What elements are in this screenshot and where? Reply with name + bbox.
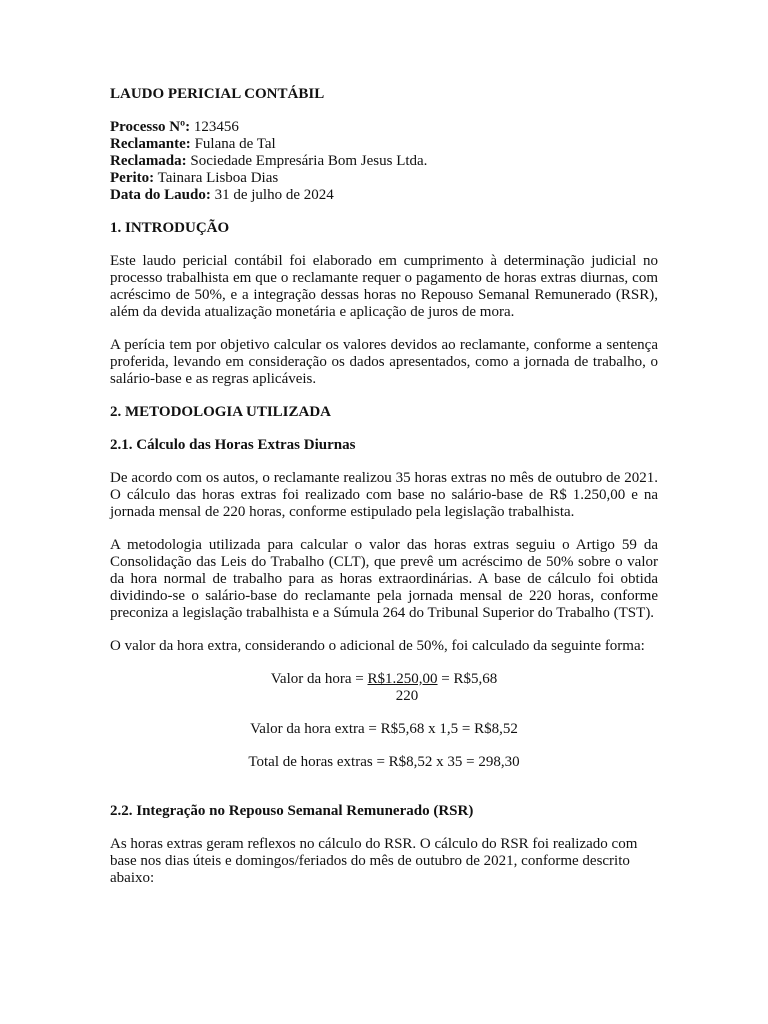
formula-hora-prefix: Valor da hora = [270, 671, 368, 687]
reclamada-line [110, 153, 658, 170]
formula-hora-extra: Valor da hora extra = R$5,68 x 1,5 = R$8,52 [250, 721, 518, 737]
processo-label: Processo Nº: [110, 119, 191, 135]
calc-paragraph-1: De acordo com os autos, o reclamante realizou 35 horas extras no mês de outubro de 2021. O cálculo das horas extras foi realizado com base no salário-base de R$ 1.250,00 e na jornada mensal de 220 horas, conforme estipulado pela legislação trabalhista. [110, 470, 658, 520]
data-laudo-line [110, 187, 658, 204]
rsr-paragraph-1: As horas extras geram reflexos no cálculo do RSR. O cálculo do RSR foi realizado com base nos dias úteis e domingos/feriados do mês de outubro de 2021, conforme descrito abaixo: [110, 836, 638, 886]
reclamante-line [110, 136, 658, 153]
metodologia-heading: 2. METODOLOGIA UTILIZADA [110, 404, 332, 420]
processo-line [110, 119, 658, 136]
spacer [110, 787, 658, 803]
rsr-heading: 2.2. Integração no Repouso Semanal Remunerado (RSR) [110, 803, 474, 819]
processo-value: 123456 [190, 119, 239, 135]
reclamada-label: Reclamada: [110, 153, 187, 169]
reclamante-value: Fulana de Tal [190, 136, 276, 152]
intro-heading: 1. INTRODUÇÃO [110, 220, 230, 236]
formula-hora [110, 671, 658, 705]
intro-paragraph-2: A perícia tem por objetivo calcular os valores devidos ao reclamante, conforme a sentença proferida, levando em consideração os dados apresentados, como a jornada de trabalho, o salário-base e as regras aplicáveis. [110, 337, 658, 387]
formula-hora-denominator: 220 [395, 688, 419, 704]
perito-line [110, 170, 658, 187]
calc-paragraph-2: A metodologia utilizada para calcular o valor das horas extras seguiu o Artigo 59 da Consolidação das Leis do Trabalho (CLT), que prevê um acréscimo de 50% sobre o valor da hora normal de trabalho para as horas extraordinárias. A base de cálculo foi obtida dividindo-se o salário-base do reclamante pela jornada mensal de 220 horas, conforme preconiza a legislação trabalhista e a Súmula 264 do Tribunal Superior do Trabalho (TST). [110, 537, 658, 621]
formula-total: Total de horas extras = R$8,52 x 35 = 298,30 [248, 754, 520, 770]
calc-paragraph-3: O valor da hora extra, considerando o adicional de 50%, foi calculado da seguinte forma: [110, 638, 645, 654]
calc-heading: 2.1. Cálculo das Horas Extras Diurnas [110, 437, 356, 453]
document-title: LAUDO PERICIAL CONTÁBIL [110, 86, 325, 102]
formula-hora-suffix: = R$5,68 [437, 671, 498, 687]
perito-value: Tainara Lisboa Dias [154, 170, 279, 186]
data-laudo-label: Data do Laudo: [110, 187, 211, 203]
formula-hora-line [110, 671, 658, 688]
reclamada-value: Sociedade Empresária Bom Jesus Ltda. [186, 153, 428, 169]
perito-label: Perito: [110, 170, 155, 186]
case-metadata [110, 119, 658, 204]
reclamante-label: Reclamante: [110, 136, 191, 152]
intro-paragraph-1: Este laudo pericial contábil foi elaborado em cumprimento à determinação judicial no processo trabalhista em que o reclamante requer o pagamento de horas extras diurnas, com acréscimo de 50%, e a integração dessas horas no Repouso Semanal Remunerado (RSR), além da devida atualização monetária e aplicação de juros de mora. [110, 253, 658, 320]
data-laudo-value: 31 de julho de 2024 [210, 187, 334, 203]
formula-hora-numerator: R$1.250,00 [367, 671, 438, 687]
document-page [110, 86, 658, 903]
